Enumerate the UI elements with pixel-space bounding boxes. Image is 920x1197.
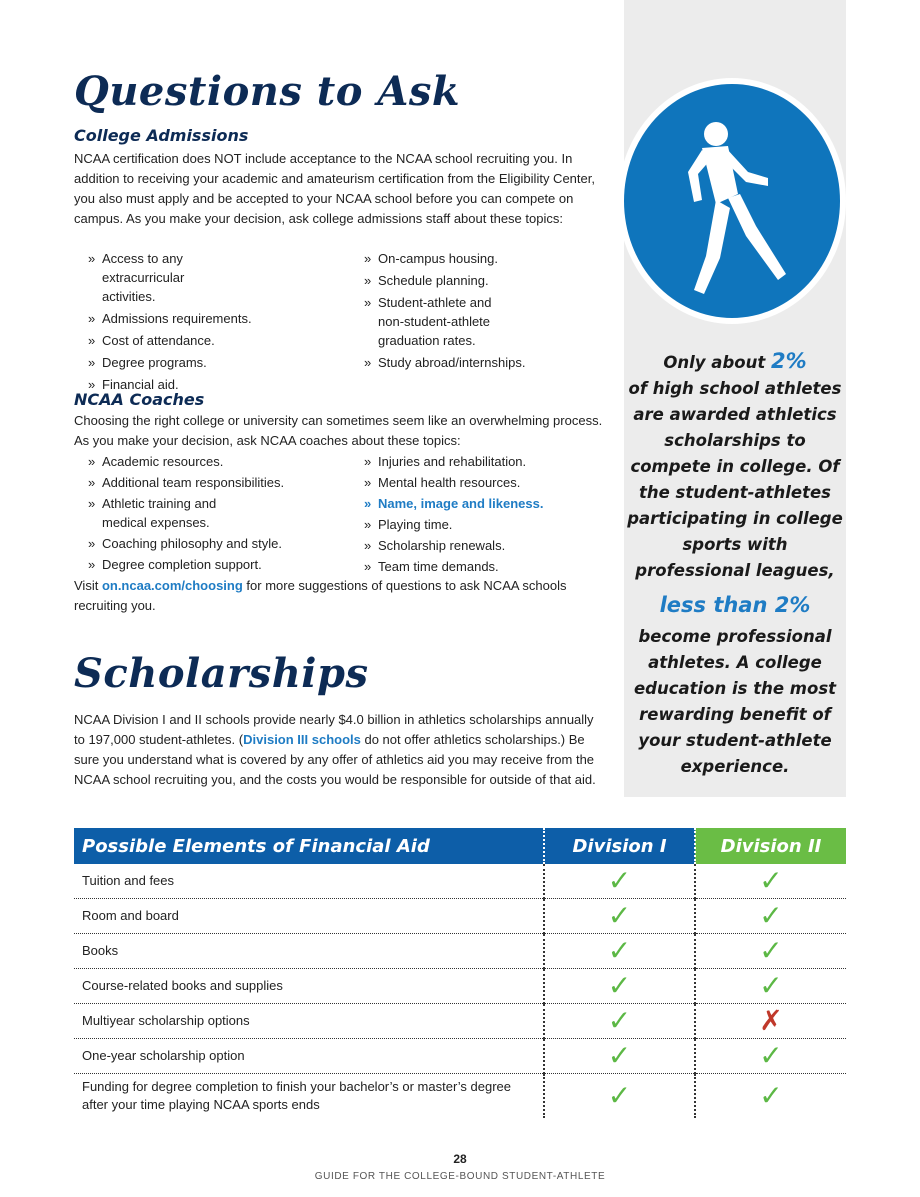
list-item: » Coaching philosophy and style.	[88, 534, 308, 553]
check-icon: ✓	[759, 970, 783, 1001]
row-label: Tuition and fees	[74, 864, 544, 899]
list-item: » Degree programs.	[88, 353, 288, 372]
division-iii-link[interactable]: Division III schools	[243, 732, 361, 747]
table-header-division-i: Division I	[544, 828, 695, 864]
list-item-link[interactable]: » Name, image and likeness.	[364, 494, 604, 513]
row-label: Multiyear scholarship options	[74, 1004, 544, 1039]
check-icon: ✓	[607, 1080, 632, 1111]
table-row	[74, 969, 846, 1004]
coaches-heading: NCAA Coaches	[74, 390, 205, 409]
check-icon: ✓	[607, 1040, 632, 1071]
list-item: » Team time demands.	[364, 557, 604, 576]
stat-highlight-less-than: less than 2%	[659, 593, 811, 617]
list-item: » Athletic training and medical expenses.	[88, 494, 262, 532]
coaches-list-right	[364, 452, 604, 576]
check-icon: ✓	[759, 935, 783, 966]
scholarships-text-after: do not offer athletics scholarships.) Be sure you understand what is covered by any offer of athletics aid you may receive from the NCAA school recruiting you, and the costs you would be responsible for outside of that aid.	[74, 732, 596, 787]
check-icon: ✓	[759, 865, 783, 896]
table-row	[74, 1039, 846, 1074]
row-label: Room and board	[74, 899, 544, 934]
cross-icon: ✗	[759, 1005, 783, 1036]
visit-text	[74, 576, 574, 616]
admissions-heading: College Admissions	[74, 126, 249, 145]
stat-body: of high school athletes are awarded athletics scholarships to compete in college. Of the student-athletes participating in college sports with professional leagues,	[627, 379, 843, 580]
table-header-division-ii: Division II	[695, 828, 846, 864]
choosing-link[interactable]: on.ncaa.com/choosing	[101, 578, 243, 593]
scholarships-text	[74, 710, 604, 790]
table-row	[74, 934, 846, 969]
admissions-intro: NCAA certification does NOT include acceptance to the NCAA school recruiting you. In addition to receiving your academic and amateurism certification from the Eligibility Center, you also must apply and be accepted to your NCAA school before you can compete on campus. As you make your decision, ask college admissions staff about these topics:	[74, 151, 595, 226]
page-number: 28	[453, 1152, 467, 1166]
coaches-intro: Choosing the right college or university can sometimes seem like an overwhelming process. As you make your decision, ask NCAA coaches about these topics:	[74, 413, 603, 448]
list-item: » Mental health resources.	[364, 473, 604, 492]
list-item: » Study abroad/internships.	[364, 353, 564, 372]
list-item: » Student-athlete and non-student-athlete graduation rates.	[364, 293, 518, 350]
row-label: Funding for degree completion to finish your bachelor’s or master’s degree after your time playing NCAA sports ends	[82, 1079, 511, 1112]
guide-title: GUIDE FOR THE COLLEGE-BOUND STUDENT-ATHLETE	[314, 1171, 606, 1182]
row-label: Books	[74, 934, 544, 969]
admissions-list-left	[88, 249, 288, 394]
list-item: » Playing time.	[364, 515, 604, 534]
scholarships-title: Scholarships	[74, 650, 369, 697]
row-label: Course-related books and supplies	[74, 969, 544, 1004]
check-icon: ✓	[607, 1005, 632, 1036]
list-item: » Access to any extracurricular activities.	[88, 249, 222, 306]
check-icon: ✓	[607, 970, 632, 1001]
check-icon: ✓	[759, 1080, 783, 1111]
list-item: » Injuries and rehabilitation.	[364, 452, 604, 471]
stat-conclusion: become professional athletes. A college education is the most rewarding benefit of your student-athlete experience.	[633, 627, 837, 776]
scholarships-text-before: NCAA Division I and II schools provide nearly $4.0 billion in athletics scholarships annually to 197,000 student-athletes. (	[74, 712, 594, 747]
visit-before: Visit	[74, 578, 102, 593]
table-row	[74, 864, 846, 899]
list-item: » On-campus housing.	[364, 249, 564, 268]
stat-highlight-2-percent: 2%	[770, 349, 807, 373]
visit-after: for more suggestions of questions to ask NCAA schools recruiting you.	[74, 578, 567, 613]
table-row	[74, 1004, 846, 1039]
coaches-list-left	[88, 452, 308, 574]
list-item: » Schedule planning.	[364, 271, 564, 290]
list-item: » Cost of attendance.	[88, 331, 288, 350]
admissions-list-right	[364, 249, 564, 372]
table-row	[74, 1074, 846, 1119]
list-item: » Degree completion support.	[88, 555, 308, 574]
financial-aid-table	[74, 828, 846, 1118]
table-header-elements: Possible Elements of Financial Aid	[74, 828, 544, 864]
check-icon: ✓	[759, 900, 783, 931]
check-icon: ✓	[607, 865, 632, 896]
row-label: One-year scholarship option	[74, 1039, 544, 1074]
check-icon: ✓	[607, 900, 632, 931]
table-row	[74, 899, 846, 934]
list-item: » Scholarship renewals.	[364, 536, 604, 555]
sidebar-stat	[624, 348, 846, 780]
list-item: » Admissions requirements.	[88, 309, 288, 328]
questions-title: Questions to Ask	[74, 68, 461, 115]
check-icon: ✓	[607, 935, 632, 966]
check-icon: ✓	[759, 1040, 783, 1071]
list-item: » Additional team responsibilities.	[88, 473, 308, 492]
list-item: » Financial aid.	[88, 375, 288, 394]
athlete-running-icon	[616, 76, 848, 326]
stat-intro: Only about	[663, 353, 771, 372]
list-item: » Academic resources.	[88, 452, 308, 471]
